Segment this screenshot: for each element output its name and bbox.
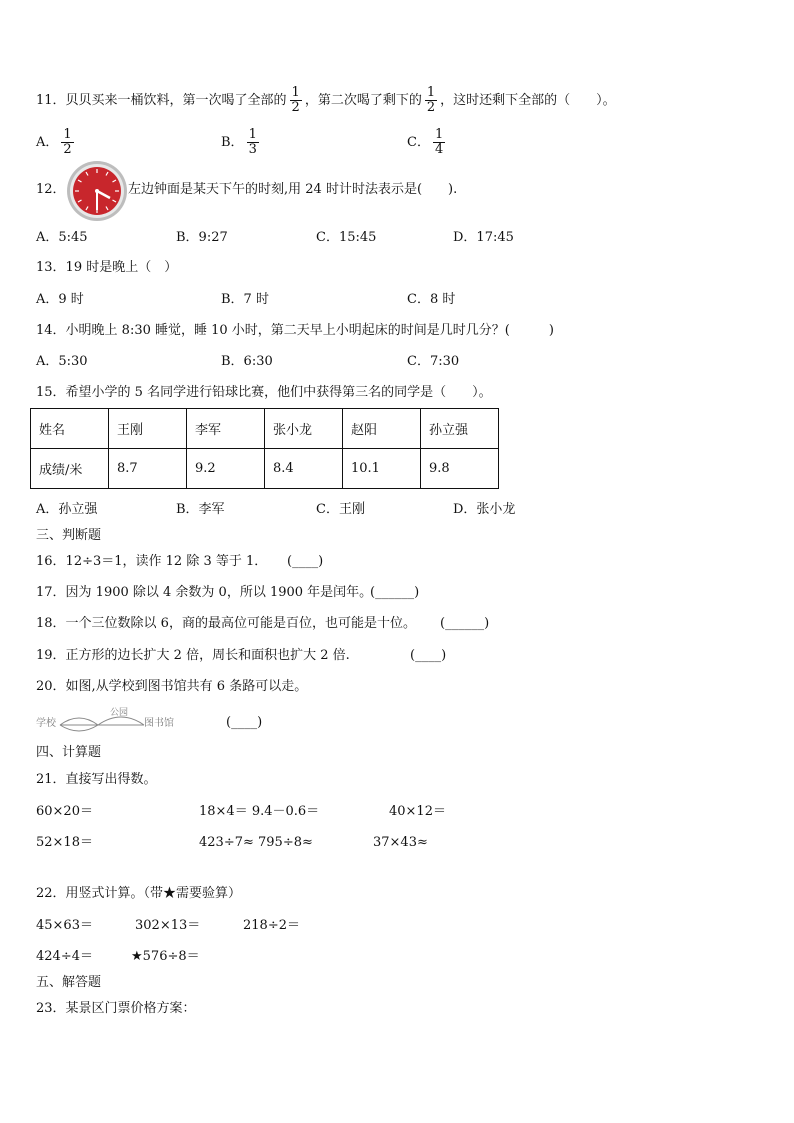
q22-item: 45×63＝ (36, 918, 93, 933)
table-header-row (31, 409, 499, 449)
q14-option-b[interactable]: B．6:30 (221, 354, 273, 369)
shot-put-results-table (30, 408, 499, 489)
question-21: 21．直接写出得数。 (36, 772, 157, 787)
q21-item: 40×12＝ (389, 804, 446, 819)
q17-answer-blank[interactable]: (______) (370, 585, 420, 600)
q12-option-b[interactable]: B．9:27 (176, 230, 228, 245)
q11-text-post: ，这时还剩下全部的（ ）。 (440, 93, 616, 108)
q11-fraction-1: $\frac{1}{2}$ (291, 85, 300, 115)
q19-answer-blank[interactable]: (____) (410, 648, 447, 663)
question-23: 23．某景区门票价格方案： (36, 1001, 196, 1016)
q21-item: 37×43≈ (373, 835, 428, 850)
q12-option-d[interactable]: D．17:45 (453, 230, 514, 245)
table-cell: 王刚 (109, 409, 187, 449)
q11-fraction-2: $\frac{1}{2}$ (426, 85, 436, 115)
q11-option-b[interactable]: B． $\frac{1}{3}$ (221, 127, 257, 157)
table-cell: 孙立强 (421, 409, 499, 449)
clock-face-image (66, 160, 128, 222)
q22-item: 218÷2＝ (243, 918, 300, 933)
label-library: 图书馆 (144, 718, 174, 729)
q22-item: 302×13＝ (135, 918, 201, 933)
q12-number: 12． (36, 182, 66, 197)
table-cell: 张小龙 (265, 409, 343, 449)
question-16: 16．12÷3＝1，读作 12 除 3 等于 1． (36, 554, 268, 569)
q15-option-c[interactable]: C．王刚 (316, 502, 365, 517)
question-19: 19．正方形的边长扩大 2 倍，周长和面积也扩大 2 倍. (36, 648, 350, 663)
table-cell: 9.8 (421, 449, 499, 489)
q22-item: ★576÷8＝ (131, 949, 200, 964)
route-diagram (36, 707, 186, 737)
q15-option-d[interactable]: D．张小龙 (453, 502, 516, 517)
table-cell: 姓名 (31, 409, 109, 449)
question-11 (36, 86, 616, 115)
table-cell: 9.2 (187, 449, 265, 489)
table-row (31, 449, 499, 489)
section-heading-answer: 五、解答题 (36, 975, 102, 990)
section-heading-judgement: 三、判断题 (36, 528, 102, 543)
label-park: 公园 (110, 708, 129, 718)
q12-option-c[interactable]: C．15:45 (316, 230, 377, 245)
table-cell: 李军 (187, 409, 265, 449)
q21-item: 52×18＝ (36, 835, 93, 850)
question-13: 13．19 时是晚上（ ） (36, 260, 178, 275)
q11-option-a[interactable]: A． $\frac{1}{2}$ (36, 127, 72, 157)
table-cell: 8.7 (109, 449, 187, 489)
table-cell: 10.1 (343, 449, 421, 489)
q21-item: 18×4＝ 9.4－0.6＝ (199, 804, 320, 819)
q11-text-pre: 11．贝贝买来一桶饮料，第一次喝了全部的 (36, 93, 287, 108)
q14-option-a[interactable]: A．5:30 (36, 354, 88, 369)
question-20: 20．如图,从学校到图书馆共有 6 条路可以走。 (36, 679, 308, 694)
table-cell: 8.4 (265, 449, 343, 489)
table-cell: 成绩/米 (31, 449, 109, 489)
q12-text: 左边钟面是某天下午的时刻,用 24 时计时法表示是( ). (128, 182, 458, 197)
q21-item: 423÷7≈ 795÷8≈ (199, 835, 313, 850)
q13-option-b[interactable]: B．7 时 (221, 292, 269, 307)
q11-text-mid: ，第二次喝了剩下的 (304, 93, 422, 108)
table-cell: 赵阳 (343, 409, 421, 449)
section-heading-calculation: 四、计算题 (36, 745, 102, 760)
question-22: 22．用竖式计算。（带★需要验算） (36, 886, 242, 901)
q18-answer-blank[interactable]: (______) (440, 616, 490, 631)
q13-option-c[interactable]: C．8 时 (407, 292, 456, 307)
q15-option-a[interactable]: A．孙立强 (36, 502, 98, 517)
q22-item: 424÷4＝ (36, 949, 93, 964)
q16-answer-blank[interactable]: (____) (287, 554, 324, 569)
q13-option-a[interactable]: A．9 时 (36, 292, 84, 307)
q15-option-b[interactable]: B．李军 (176, 502, 225, 517)
q12-option-a[interactable]: A．5:45 (36, 230, 88, 245)
question-17: 17．因为 1900 除以 4 余数为 0，所以 1900 年是闰年。 (36, 585, 373, 600)
q21-item: 60×20＝ (36, 804, 93, 819)
q11-option-c[interactable]: C． $\frac{1}{4}$ (407, 127, 444, 157)
question-18: 18．一个三位数除以 6，商的最高位可能是百位，也可能是十位。 (36, 616, 416, 631)
q14-option-c[interactable]: C．7:30 (407, 354, 460, 369)
q20-answer-blank[interactable]: (____) (226, 715, 263, 730)
question-14: 14．小明晚上 8:30 睡觉，睡 10 小时，第二天早上小明起床的时间是几时几分？( ) (36, 323, 554, 338)
label-school: 学校 (36, 718, 56, 729)
question-15: 15．希望小学的 5 名同学进行铅球比赛，他们中获得第三名的同学是（ ）。 (36, 385, 492, 400)
